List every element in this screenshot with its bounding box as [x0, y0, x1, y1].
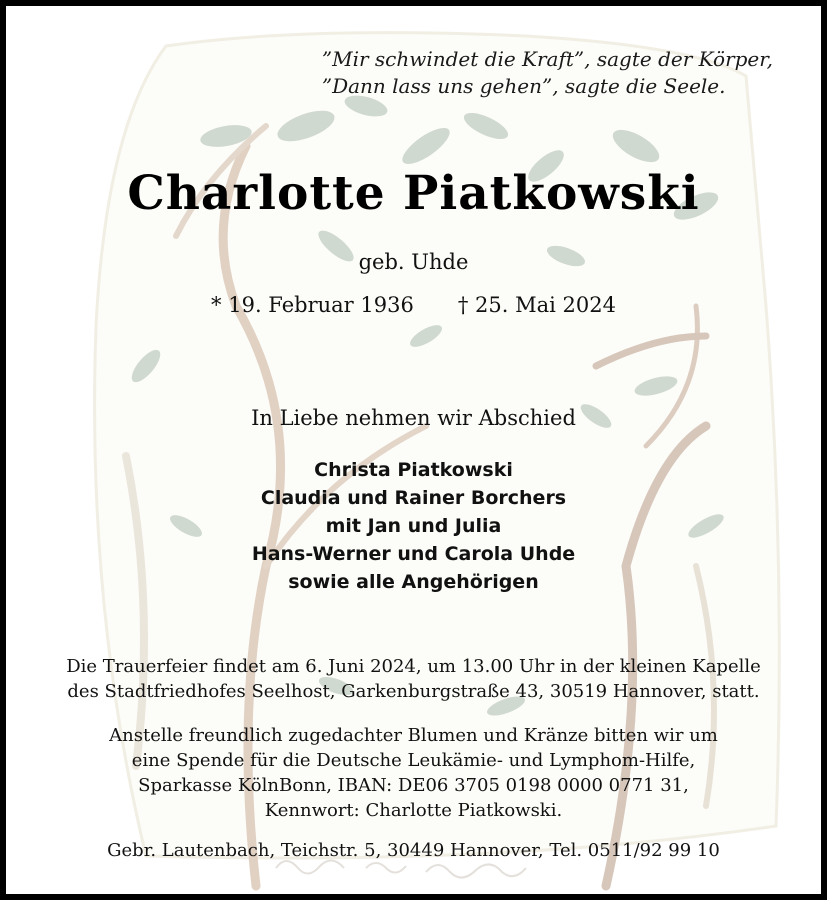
farewell-line: In Liebe nehmen wir Abschied — [251, 406, 576, 430]
ceremony-line: Die Trauerfeier findet am 6. Juni 2024, um 13.00 Uhr in der kleinen Kapelle — [66, 656, 761, 677]
donation-line: Kennwort: Charlotte Piatkowski. — [264, 800, 563, 821]
epigraph-quote — [322, 46, 773, 100]
mourners-list — [6, 456, 821, 596]
donation-line: Sparkasse KölnBonn, IBAN: DE06 3705 0198 0000 0771 31, — [138, 775, 689, 796]
donation-line: Anstelle freundlich zugedachter Blumen und Kränze bitten wir um — [109, 725, 718, 746]
ceremony-line: des Stadtfriedhofes Seelhost, Garkenburgstraße 43, 30519 Hannover, statt. — [67, 681, 760, 702]
ceremony-notice — [6, 654, 821, 704]
donation-notice — [6, 723, 821, 823]
life-dates — [6, 293, 821, 317]
quote-line-1: ”Mir schwindet die Kraft”, sagte der Körper, — [321, 47, 773, 71]
birth-name: geb. Uhde — [358, 250, 469, 274]
mourner-line: mit Jan und Julia — [325, 515, 502, 537]
birth-date: * 19. Februar 1936 — [211, 293, 414, 317]
mourner-line: sowie alle Angehörigen — [288, 571, 539, 593]
donation-line: eine Spende für die Deutsche Leukämie- und Lymphom-Hilfe, — [131, 750, 696, 771]
mourner-line: Hans-Werner und Carola Uhde — [251, 543, 576, 565]
quote-line-2: ”Dann lass uns gehen”, sagte die Seele. — [321, 74, 726, 98]
deceased-name: Charlotte Piatkowski — [127, 166, 700, 221]
death-date: † 25. Mai 2024 — [457, 293, 616, 317]
mourner-line: Christa Piatkowski — [314, 459, 513, 481]
undertaker-contact: Gebr. Lautenbach, Teichstr. 5, 30449 Hannover, Tel. 0511/92 99 10 — [107, 840, 720, 861]
mourner-line: Claudia und Rainer Borchers — [260, 487, 567, 509]
